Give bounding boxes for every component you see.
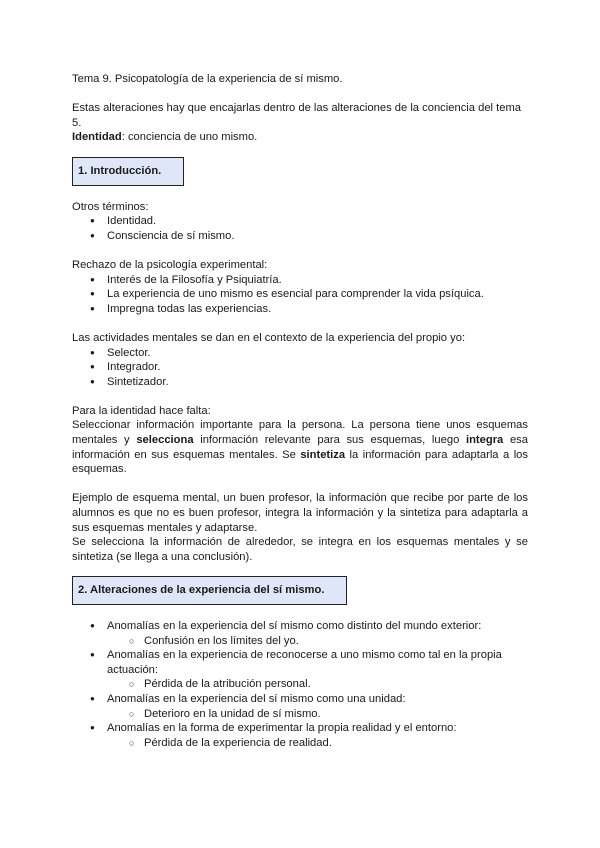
otros-terminos-label: Otros términos: — [72, 200, 149, 213]
list-item: ● Consciencia de sí mismo. — [72, 229, 528, 244]
section1-heading: 1. Introducción. — [72, 157, 184, 186]
list-item: ● Impregna todas las experiencias. — [72, 302, 528, 317]
para-bold-sintetiza: sintetiza — [300, 448, 346, 461]
alteracion-text: Anomalías en la experiencia del sí mismo como una unidad: — [107, 692, 406, 705]
para-bold-integra: integra — [465, 434, 504, 447]
list-item: ● Selector. — [72, 346, 528, 361]
alteracion-text: Anomalías en la experiencia del sí mismo como distinto del mundo exterior: — [107, 620, 482, 632]
list-item — [72, 648, 528, 692]
document-title: Tema 9. Psicopatología de la experiencia de sí mismo. — [72, 73, 343, 85]
list-item: ● Integrador. — [72, 360, 528, 375]
alteracion-text: Anomalías en la experiencia de reconocerse a uno mismo como tal en la propia actuación: — [107, 649, 502, 676]
para-bold-selecciona: selecciona — [136, 434, 194, 447]
otros-terminos-list — [72, 214, 528, 243]
actividades-label: Las actividades mentales se dan en el contexto de la experiencia del propio yo: — [72, 331, 466, 344]
list-item: ● Sintetizador. — [72, 375, 528, 390]
list-item: ● Identidad. — [72, 214, 528, 229]
list-item — [72, 692, 528, 721]
actividades-list — [72, 346, 528, 390]
sub-list-item: ○ Confusión en los límites del yo. — [72, 634, 528, 649]
para-identidad-label: Para la identidad hace falta: — [72, 404, 211, 417]
list-item: ● Interés de la Filosofía y Psiquiatría. — [72, 273, 528, 288]
list-item: ● La experiencia de uno mismo es esencial para comprender la vida psíquica. — [72, 287, 528, 302]
para-text-2: información relevante para sus esquemas, luego — [193, 434, 466, 447]
para-text-1: Seleccionar información importante para la persona. La persona tiene unos esquemas mentales y — [72, 419, 528, 447]
rechazo-list — [72, 273, 528, 317]
sub-list-item: ○ Pérdida de la experiencia de realidad. — [72, 736, 528, 751]
para-text-4: la información para adaptarla a los esquemas. — [72, 448, 528, 476]
sub-list-item: ○ Deterioro en la unidad de sí mismo. — [72, 707, 528, 722]
identidad-def: : conciencia de uno mismo. — [121, 131, 258, 144]
identidad-term: Identidad — [72, 131, 122, 144]
ejemplo-paragraph: Ejemplo de esquema mental, un buen profesor, la información que recibe por parte de los alumnos es que no es buen profesor, integra la información y la sintetiza para adaptarla a sus esquemas mentales y adaptarse. — [72, 492, 528, 534]
identidad-definition — [72, 130, 528, 145]
section2-heading: 2. Alteraciones de la experiencia del sí mismo. — [72, 576, 347, 605]
list-item — [72, 721, 528, 750]
selecciona-paragraph: Se selecciona la información de alrededor, se integra en los esquemas mentales y se sintetiza (se llega a una conclusión). — [72, 536, 528, 563]
rechazo-label: Rechazo de la psicología experimental: — [72, 258, 268, 271]
alteraciones-list — [72, 619, 528, 750]
sub-list-item: ○ Pérdida de la atribución personal. — [72, 677, 528, 692]
intro-paragraph: Estas alteraciones hay que encajarlas dentro de las alteraciones de la conciencia del tema 5. — [72, 102, 522, 129]
document-page — [72, 72, 528, 750]
para-text-3: esa información en sus esquemas mentales. Se — [72, 434, 528, 461]
list-item — [72, 619, 528, 648]
alteracion-text: Anomalías en la forma de experimentar la propia realidad y el entorno: — [107, 722, 457, 735]
para-identidad-paragraph — [72, 418, 528, 476]
